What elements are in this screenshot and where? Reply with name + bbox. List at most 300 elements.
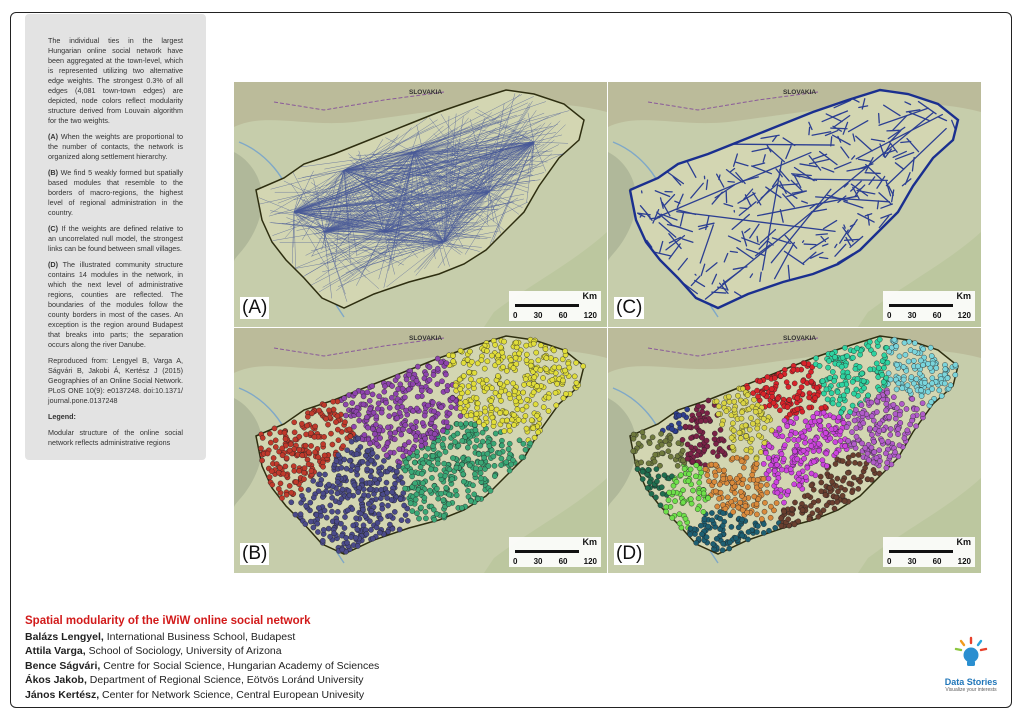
settlement-node [838, 438, 843, 443]
settlement-node [339, 496, 344, 501]
settlement-node [563, 368, 568, 373]
settlement-node [734, 455, 739, 460]
settlement-node [887, 414, 892, 419]
settlement-node [309, 443, 314, 448]
settlement-node [322, 453, 327, 458]
settlement-node [738, 500, 743, 505]
settlement-node [817, 418, 822, 423]
settlement-node [761, 391, 766, 396]
settlement-node [273, 444, 278, 449]
settlement-node [732, 490, 737, 495]
settlement-node [538, 368, 543, 373]
credits-block [25, 614, 545, 702]
settlement-node [737, 430, 742, 435]
settlement-node [788, 467, 793, 472]
settlement-node [321, 442, 326, 447]
settlement-node [718, 490, 723, 495]
settlement-node [514, 340, 519, 345]
settlement-node [428, 389, 433, 394]
scale-tick: 30 [907, 311, 917, 320]
settlement-node [364, 531, 369, 536]
settlement-node [493, 431, 498, 436]
settlement-node [511, 365, 516, 370]
settlement-node [282, 430, 287, 435]
panel-a-key: (A) [48, 132, 58, 141]
settlement-node [720, 523, 725, 528]
settlement-node [814, 385, 819, 390]
settlement-node [893, 450, 898, 455]
settlement-node [859, 371, 864, 376]
settlement-node [351, 424, 356, 429]
settlement-node [393, 430, 398, 435]
settlement-node [441, 513, 446, 518]
settlement-node [379, 487, 384, 492]
settlement-node [574, 360, 579, 365]
settlement-node [674, 479, 679, 484]
settlement-node [469, 413, 474, 418]
settlement-node [472, 445, 477, 450]
settlement-node [493, 342, 498, 347]
settlement-node [855, 376, 860, 381]
settlement-node [782, 443, 787, 448]
settlement-node [413, 497, 418, 502]
scale-ticks [887, 311, 971, 320]
settlement-node [313, 424, 318, 429]
settlement-node [405, 518, 410, 523]
settlement-node [911, 414, 916, 419]
settlement-node [342, 514, 347, 519]
settlement-node [816, 514, 821, 519]
settlement-node [489, 353, 494, 358]
settlement-node [401, 454, 406, 459]
poster-title: Spatial modularity of the iWiW online social network [25, 615, 311, 627]
settlement-node [541, 405, 546, 410]
settlement-node [745, 385, 750, 390]
settlement-node [796, 477, 801, 482]
settlement-node [495, 373, 500, 378]
settlement-node [711, 450, 716, 455]
settlement-node [761, 530, 766, 535]
settlement-node [766, 455, 771, 460]
settlement-node [458, 386, 463, 391]
settlement-node [319, 513, 324, 518]
settlement-node [321, 464, 326, 469]
settlement-node [788, 432, 793, 437]
settlement-node [432, 517, 437, 522]
settlement-node [694, 540, 699, 545]
settlement-node [676, 421, 681, 426]
settlement-node [853, 407, 858, 412]
settlement-node [385, 490, 390, 495]
settlement-node [656, 474, 661, 479]
settlement-node [745, 393, 750, 398]
network-edge [740, 208, 748, 209]
settlement-node [705, 473, 710, 478]
scale-tick: 120 [957, 557, 971, 566]
settlement-node [289, 500, 294, 505]
settlement-node [404, 377, 409, 382]
settlement-node [741, 465, 746, 470]
settlement-node [888, 432, 893, 437]
settlement-node [439, 405, 444, 410]
settlement-node [721, 476, 726, 481]
settlement-node [754, 529, 759, 534]
settlement-node [507, 428, 512, 433]
panel-b-key: (B) [48, 168, 58, 177]
settlement-node [534, 413, 539, 418]
settlement-node [560, 378, 565, 383]
settlement-node [581, 364, 586, 369]
settlement-node [385, 503, 390, 508]
settlement-node [827, 485, 832, 490]
settlement-node [323, 416, 328, 421]
settlement-node [489, 386, 494, 391]
settlement-node [352, 483, 357, 488]
settlement-node [356, 490, 361, 495]
settlement-node [829, 427, 834, 432]
settlement-node [474, 396, 479, 401]
settlement-node [478, 460, 483, 465]
settlement-node [360, 459, 365, 464]
settlement-node [472, 492, 477, 497]
settlement-node [410, 382, 415, 387]
settlement-node [279, 496, 284, 501]
settlement-node [640, 430, 645, 435]
settlement-node [631, 436, 636, 441]
scale-bar [509, 537, 601, 567]
settlement-node [844, 425, 849, 430]
settlement-node [678, 425, 683, 430]
settlement-node [801, 448, 806, 453]
settlement-node [909, 375, 914, 380]
settlement-node [276, 486, 281, 491]
settlement-node [772, 468, 777, 473]
settlement-node [710, 518, 715, 523]
settlement-node [854, 387, 859, 392]
settlement-node [754, 512, 759, 517]
scale-ticks [513, 311, 597, 320]
settlement-node [845, 370, 850, 375]
settlement-node [350, 463, 355, 468]
author-name: Attila Varga, [25, 645, 86, 657]
settlement-node [437, 452, 442, 457]
settlement-node [538, 343, 543, 348]
settlement-node [930, 381, 935, 386]
settlement-node [355, 543, 360, 548]
settlement-node [340, 547, 345, 552]
settlement-node [738, 489, 743, 494]
settlement-node [724, 409, 729, 414]
settlement-node [865, 451, 870, 456]
settlement-node [883, 408, 888, 413]
settlement-node [896, 427, 901, 432]
settlement-node [416, 516, 421, 521]
settlement-node [702, 447, 707, 452]
settlement-node [309, 468, 314, 473]
author-name: János Kertész, [25, 688, 100, 701]
settlement-node [835, 390, 840, 395]
settlement-node [714, 399, 719, 404]
settlement-node [342, 396, 347, 401]
settlement-node [809, 379, 814, 384]
settlement-node [647, 441, 652, 446]
settlement-node [948, 383, 953, 388]
settlement-node [795, 456, 800, 461]
network-edge [803, 241, 804, 243]
settlement-node [321, 527, 326, 532]
settlement-node [336, 452, 341, 457]
settlement-node [653, 495, 658, 500]
settlement-node [688, 532, 693, 537]
author-affiliation: Department of Regional Science, Eötvös Loránd University [89, 674, 364, 686]
settlement-node [399, 518, 404, 523]
settlement-node [550, 377, 555, 382]
scale-unit: Km [582, 291, 597, 301]
settlement-node [322, 472, 327, 477]
settlement-node [315, 521, 320, 526]
settlement-node [322, 434, 327, 439]
settlement-node [533, 402, 538, 407]
settlement-node [572, 374, 577, 379]
settlement-node [376, 401, 381, 406]
settlement-node [843, 443, 848, 448]
settlement-node [392, 509, 397, 514]
settlement-node [498, 398, 503, 403]
settlement-node [524, 343, 529, 348]
settlement-node [300, 453, 305, 458]
settlement-node [850, 379, 855, 384]
settlement-node [818, 423, 823, 428]
scale-line [889, 304, 953, 307]
settlement-node [871, 460, 876, 465]
settlement-node [491, 420, 496, 425]
settlement-node [485, 359, 490, 364]
settlement-node [761, 476, 766, 481]
settlement-node [764, 385, 769, 390]
settlement-node [336, 438, 341, 443]
settlement-node [641, 434, 646, 439]
settlement-node [278, 481, 283, 486]
settlement-node [699, 532, 704, 537]
settlement-node [447, 411, 452, 416]
settlement-node [805, 465, 810, 470]
settlement-node [522, 382, 527, 387]
settlement-node [907, 339, 912, 344]
settlement-node [839, 364, 844, 369]
settlement-node [384, 453, 389, 458]
settlement-node [302, 466, 307, 471]
settlement-node [773, 432, 778, 437]
settlement-node [877, 428, 882, 433]
legend-heading: Legend: [48, 412, 76, 421]
settlement-node [755, 523, 760, 528]
settlement-node [431, 372, 436, 377]
settlement-node [478, 471, 483, 476]
settlement-node [832, 355, 837, 360]
settlement-node [727, 540, 732, 545]
panel-a-text: When the weights are proportional to the number of contacts, the network is organized along settlement hierarchy. [48, 132, 183, 161]
scale-tick: 0 [887, 557, 892, 566]
settlement-node [945, 376, 950, 381]
settlement-node [350, 400, 355, 405]
settlement-node [403, 512, 408, 517]
settlement-node [785, 405, 790, 410]
settlement-node [911, 358, 916, 363]
settlement-node [855, 346, 860, 351]
settlement-node [410, 474, 415, 479]
settlement-node [334, 459, 339, 464]
settlement-node [697, 490, 702, 495]
settlement-node [333, 420, 338, 425]
settlement-node [546, 408, 551, 413]
settlement-node [546, 395, 551, 400]
settlement-node [277, 465, 282, 470]
settlement-node [406, 387, 411, 392]
settlement-node [764, 482, 769, 487]
settlement-node [342, 420, 347, 425]
settlement-node [670, 515, 675, 520]
settlement-node [786, 384, 791, 389]
settlement-node [823, 492, 828, 497]
panel-c-text: If the weights are defined relative to an uncorrelated null model, the strongest links can be found between small villages. [48, 224, 183, 253]
scale-tick: 0 [513, 557, 518, 566]
author-name: Balázs Lengyel, [25, 630, 104, 643]
settlement-node [702, 516, 707, 521]
settlement-node [292, 430, 297, 435]
settlement-node [385, 425, 390, 430]
settlement-node [348, 434, 353, 439]
settlement-node [911, 381, 916, 386]
author-row [25, 673, 545, 688]
settlement-node [365, 467, 370, 472]
settlement-node [326, 408, 331, 413]
settlement-node [364, 415, 369, 420]
settlement-node [824, 387, 829, 392]
network-edge [728, 181, 734, 182]
settlement-node [435, 366, 440, 371]
settlement-node [470, 483, 475, 488]
settlement-node [475, 361, 480, 366]
settlement-node [451, 359, 456, 364]
settlement-node [819, 480, 824, 485]
settlement-node [750, 472, 755, 477]
settlement-node [499, 456, 504, 461]
settlement-node [517, 351, 522, 356]
country-label: SLOVAKIA [783, 335, 817, 342]
settlement-node [488, 488, 493, 493]
settlement-node [446, 502, 451, 507]
settlement-node [925, 361, 930, 366]
settlement-node [824, 503, 829, 508]
settlement-node [680, 437, 685, 442]
settlement-node [738, 436, 743, 441]
settlement-node [840, 478, 845, 483]
settlement-node [525, 397, 530, 402]
map-panel-b [234, 328, 607, 573]
settlement-node [825, 397, 830, 402]
settlement-node [458, 413, 463, 418]
settlement-node [802, 440, 807, 445]
settlement-node [317, 472, 322, 477]
settlement-node [496, 353, 501, 358]
settlement-node [420, 481, 425, 486]
settlement-node [897, 354, 902, 359]
settlement-node [475, 496, 480, 501]
network-edge [733, 144, 834, 145]
settlement-node [375, 454, 380, 459]
settlement-node [885, 360, 890, 365]
settlement-node [886, 371, 891, 376]
settlement-node [466, 384, 471, 389]
settlement-node [695, 453, 700, 458]
settlement-node [420, 420, 425, 425]
settlement-node [507, 441, 512, 446]
scale-ticks [513, 557, 597, 566]
settlement-node [389, 497, 394, 502]
settlement-node [852, 418, 857, 423]
settlement-node [755, 388, 760, 393]
settlement-node [481, 422, 486, 427]
settlement-node [717, 482, 722, 487]
settlement-node [685, 407, 690, 412]
settlement-node [782, 418, 787, 423]
settlement-node [805, 424, 810, 429]
settlement-node [499, 463, 504, 468]
settlement-node [939, 393, 944, 398]
settlement-node [408, 501, 413, 506]
settlement-node [369, 508, 374, 513]
settlement-node [830, 401, 835, 406]
settlement-node [343, 402, 348, 407]
settlement-node [689, 445, 694, 450]
settlement-node [761, 522, 766, 527]
settlement-node [706, 398, 711, 403]
settlement-node [366, 501, 371, 506]
settlement-node [317, 408, 322, 413]
settlement-node [668, 454, 673, 459]
settlement-node [748, 449, 753, 454]
settlement-node [721, 541, 726, 546]
settlement-node [688, 496, 693, 501]
settlement-node [330, 442, 335, 447]
settlement-node [885, 460, 890, 465]
settlement-node [877, 337, 882, 342]
settlement-node [880, 372, 885, 377]
scale-tick: 30 [533, 311, 543, 320]
settlement-node [325, 422, 330, 427]
settlement-node [796, 437, 801, 442]
settlement-node [382, 389, 387, 394]
settlement-node [527, 381, 532, 386]
settlement-node [353, 535, 358, 540]
settlement-node [412, 460, 417, 465]
settlement-node [410, 447, 415, 452]
settlement-node [326, 482, 331, 487]
settlement-node [882, 353, 887, 358]
settlement-node [891, 402, 896, 407]
settlement-node [834, 495, 839, 500]
network-edge [809, 127, 810, 134]
settlement-node [689, 418, 694, 423]
settlement-node [681, 500, 686, 505]
scale-line [515, 304, 579, 307]
settlement-node [430, 453, 435, 458]
settlement-node [666, 449, 671, 454]
settlement-node [453, 439, 458, 444]
settlement-node [523, 447, 528, 452]
settlement-node [367, 480, 372, 485]
settlement-node [813, 437, 818, 442]
